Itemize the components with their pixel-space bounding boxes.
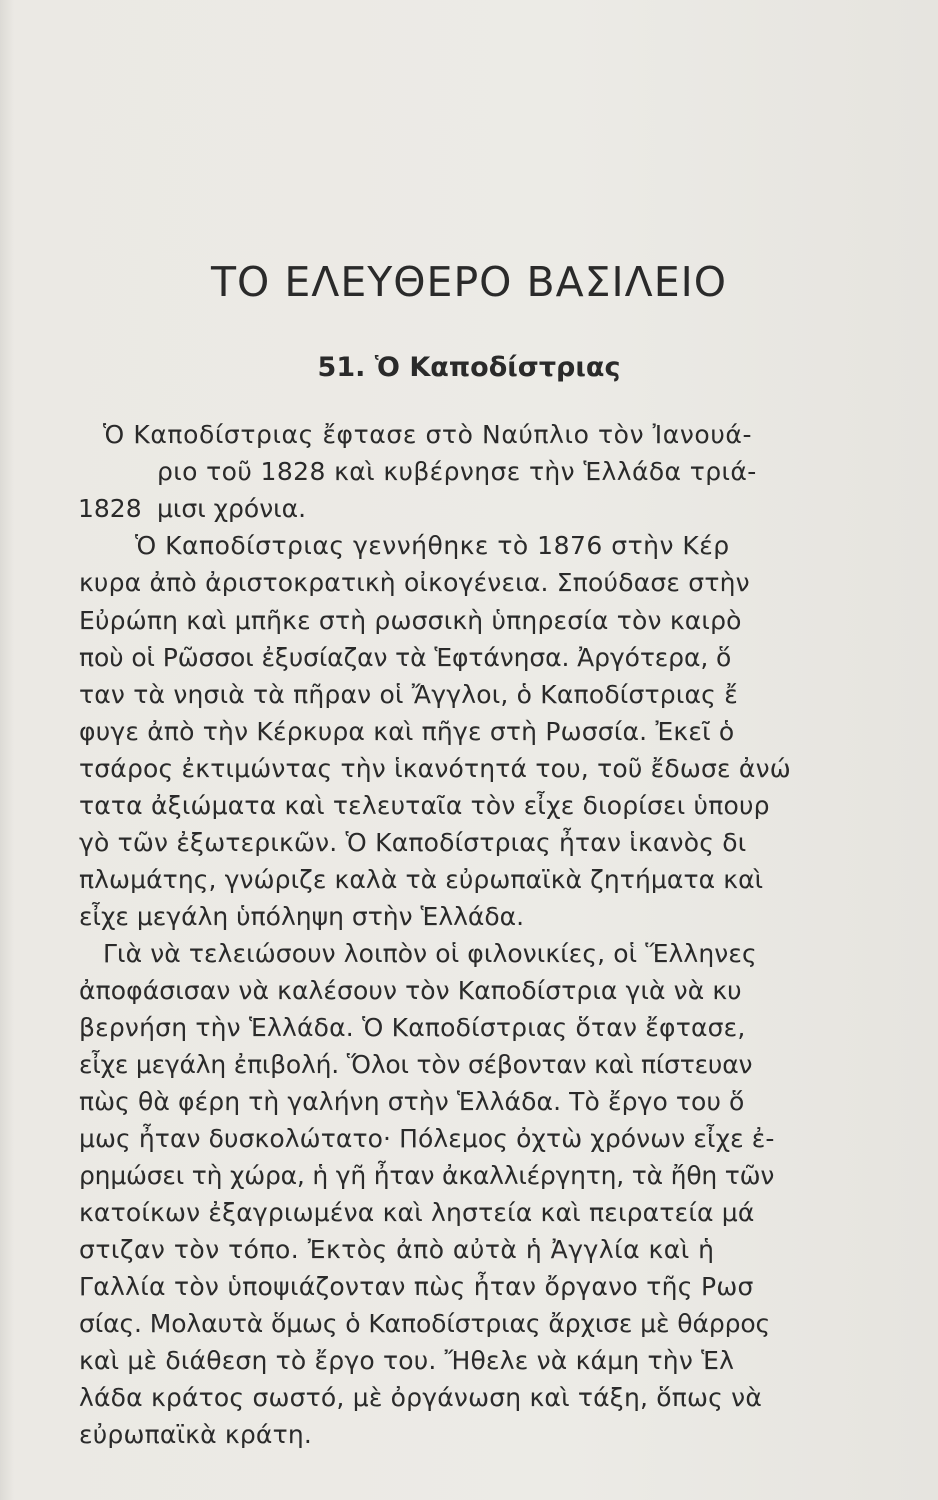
text-line: γὸ τῶν ἐξωτερικῶν. Ὁ Καποδίστριας ἦταν ἱκανὸς δι	[79, 828, 747, 857]
text-line: Γαλλία τὸν ὑποψιάζονταν πὼς ἦταν ὄργανο τῆς Ρωσ	[79, 1272, 754, 1301]
text-line: μισι χρόνια.	[157, 494, 307, 523]
text-line: εἶχε μεγάλη ἐπιβολή. Ὅλοι τὸν σέβονταν καὶ πίστευαν	[79, 1050, 753, 1079]
text-line: σίας. Μολαυτὰ ὅμως ὁ Καποδίστριας ἄρχισε μὲ θάρρος	[79, 1309, 771, 1338]
text-line: βερνήση τὴν Ἑλλάδα. Ὁ Καποδίστριας ὅταν ἔφτασε,	[79, 1013, 746, 1042]
text-line: εἶχε μεγάλη ὑπόληψη στὴν Ἑλλάδα.	[79, 902, 525, 931]
chapter-title: ΤΟ ΕΛΕΥΘΕΡΟ ΒΑΣΙΛΕΙΟ	[211, 258, 727, 306]
text-line: Ὁ Καποδίστριας γεννήθηκε τὸ 1876 στὴν Κέρ	[135, 531, 730, 560]
text-line: λάδα κράτος σωστό, μὲ ὀργάνωση καὶ τάξη, ὅπως νὰ	[79, 1383, 763, 1412]
text-line: ποὺ οἱ Ρῶσσοι ἐξυσίαζαν τὰ Ἑφτάνησα. Ἀργότερα, ὅ	[79, 643, 732, 672]
section-heading: 51. Ὁ Καποδίστριας	[317, 352, 621, 383]
text-line: ταν τὰ νησιὰ τὰ πῆραν οἱ Ἄγγλοι, ὁ Καποδίστριας ἔ	[79, 680, 738, 709]
text-line: τσάρος ἐκτιμώντας τὴν ἱκανότητά του, τοῦ ἔδωσε ἀνώ	[79, 754, 791, 783]
text-line: φυγε ἀπὸ τὴν Κέρκυρα καὶ πῆγε στὴ Ρωσσία. Ἐκεῖ ὁ	[79, 717, 735, 746]
text-line: Ὁ Καποδίστριας ἔφτασε στὸ Ναύπλιο τὸν Ἰανουά-	[103, 420, 753, 449]
text-line: Εὐρώπη καὶ μπῆκε στὴ ρωσσικὴ ὑπηρεσία τὸν καιρὸ	[79, 606, 742, 635]
text-line: μως ἦταν δυσκολώτατο· Πόλεμος ὀχτὼ χρόνων εἶχε ἐ-	[79, 1124, 775, 1153]
text-line: ρημώσει τὴ χώρα, ἡ γῆ ἦταν ἀκαλλιέργητη, τὰ ἤθη τῶν	[79, 1161, 775, 1190]
text-line: εὐρωπαϊκὰ κράτη.	[79, 1420, 313, 1449]
text-line: ἀποφάσισαν νὰ καλέσουν τὸν Καποδίστρια γιὰ νὰ κυ	[79, 976, 742, 1005]
text-line: πὼς θὰ φέρη τὴ γαλήνη στὴν Ἑλλάδα. Τὸ ἔργο του ὅ	[79, 1087, 745, 1116]
text-line: πλωμάτης, γνώριζε καλὰ τὰ εὐρωπαϊκὰ ζητήματα καὶ	[79, 865, 764, 894]
text-line: Γιὰ νὰ τελειώσουν λοιπὸν οἱ φιλονικίες, οἱ Ἕλληνες	[103, 939, 757, 968]
text-line: ριο τοῦ 1828 καὶ κυβέρνησε τὴν Ἑλλάδα τριά-	[157, 457, 757, 486]
text-line: κυρα ἀπὸ ἀριστοκρατικὴ οἰκογένεια. Σπούδασε στὴν	[79, 568, 750, 597]
text-line: κατοίκων ἐξαγριωμένα καὶ ληστεία καὶ πειρατεία μά	[79, 1198, 755, 1227]
margin-note-year: 1828	[78, 494, 142, 523]
text-line: στιζαν τὸν τόπο. Ἐκτὸς ἀπὸ αὐτὰ ἡ Ἀγγλία καὶ ἡ	[79, 1235, 715, 1264]
text-line: καὶ μὲ διάθεση τὸ ἔργο του. Ἤθελε νὰ κάμη τὴν Ἑλ	[79, 1346, 735, 1375]
text-line: τατα ἀξιώματα καὶ τελευταῖα τὸν εἶχε διορίσει ὑπουρ	[79, 791, 770, 820]
